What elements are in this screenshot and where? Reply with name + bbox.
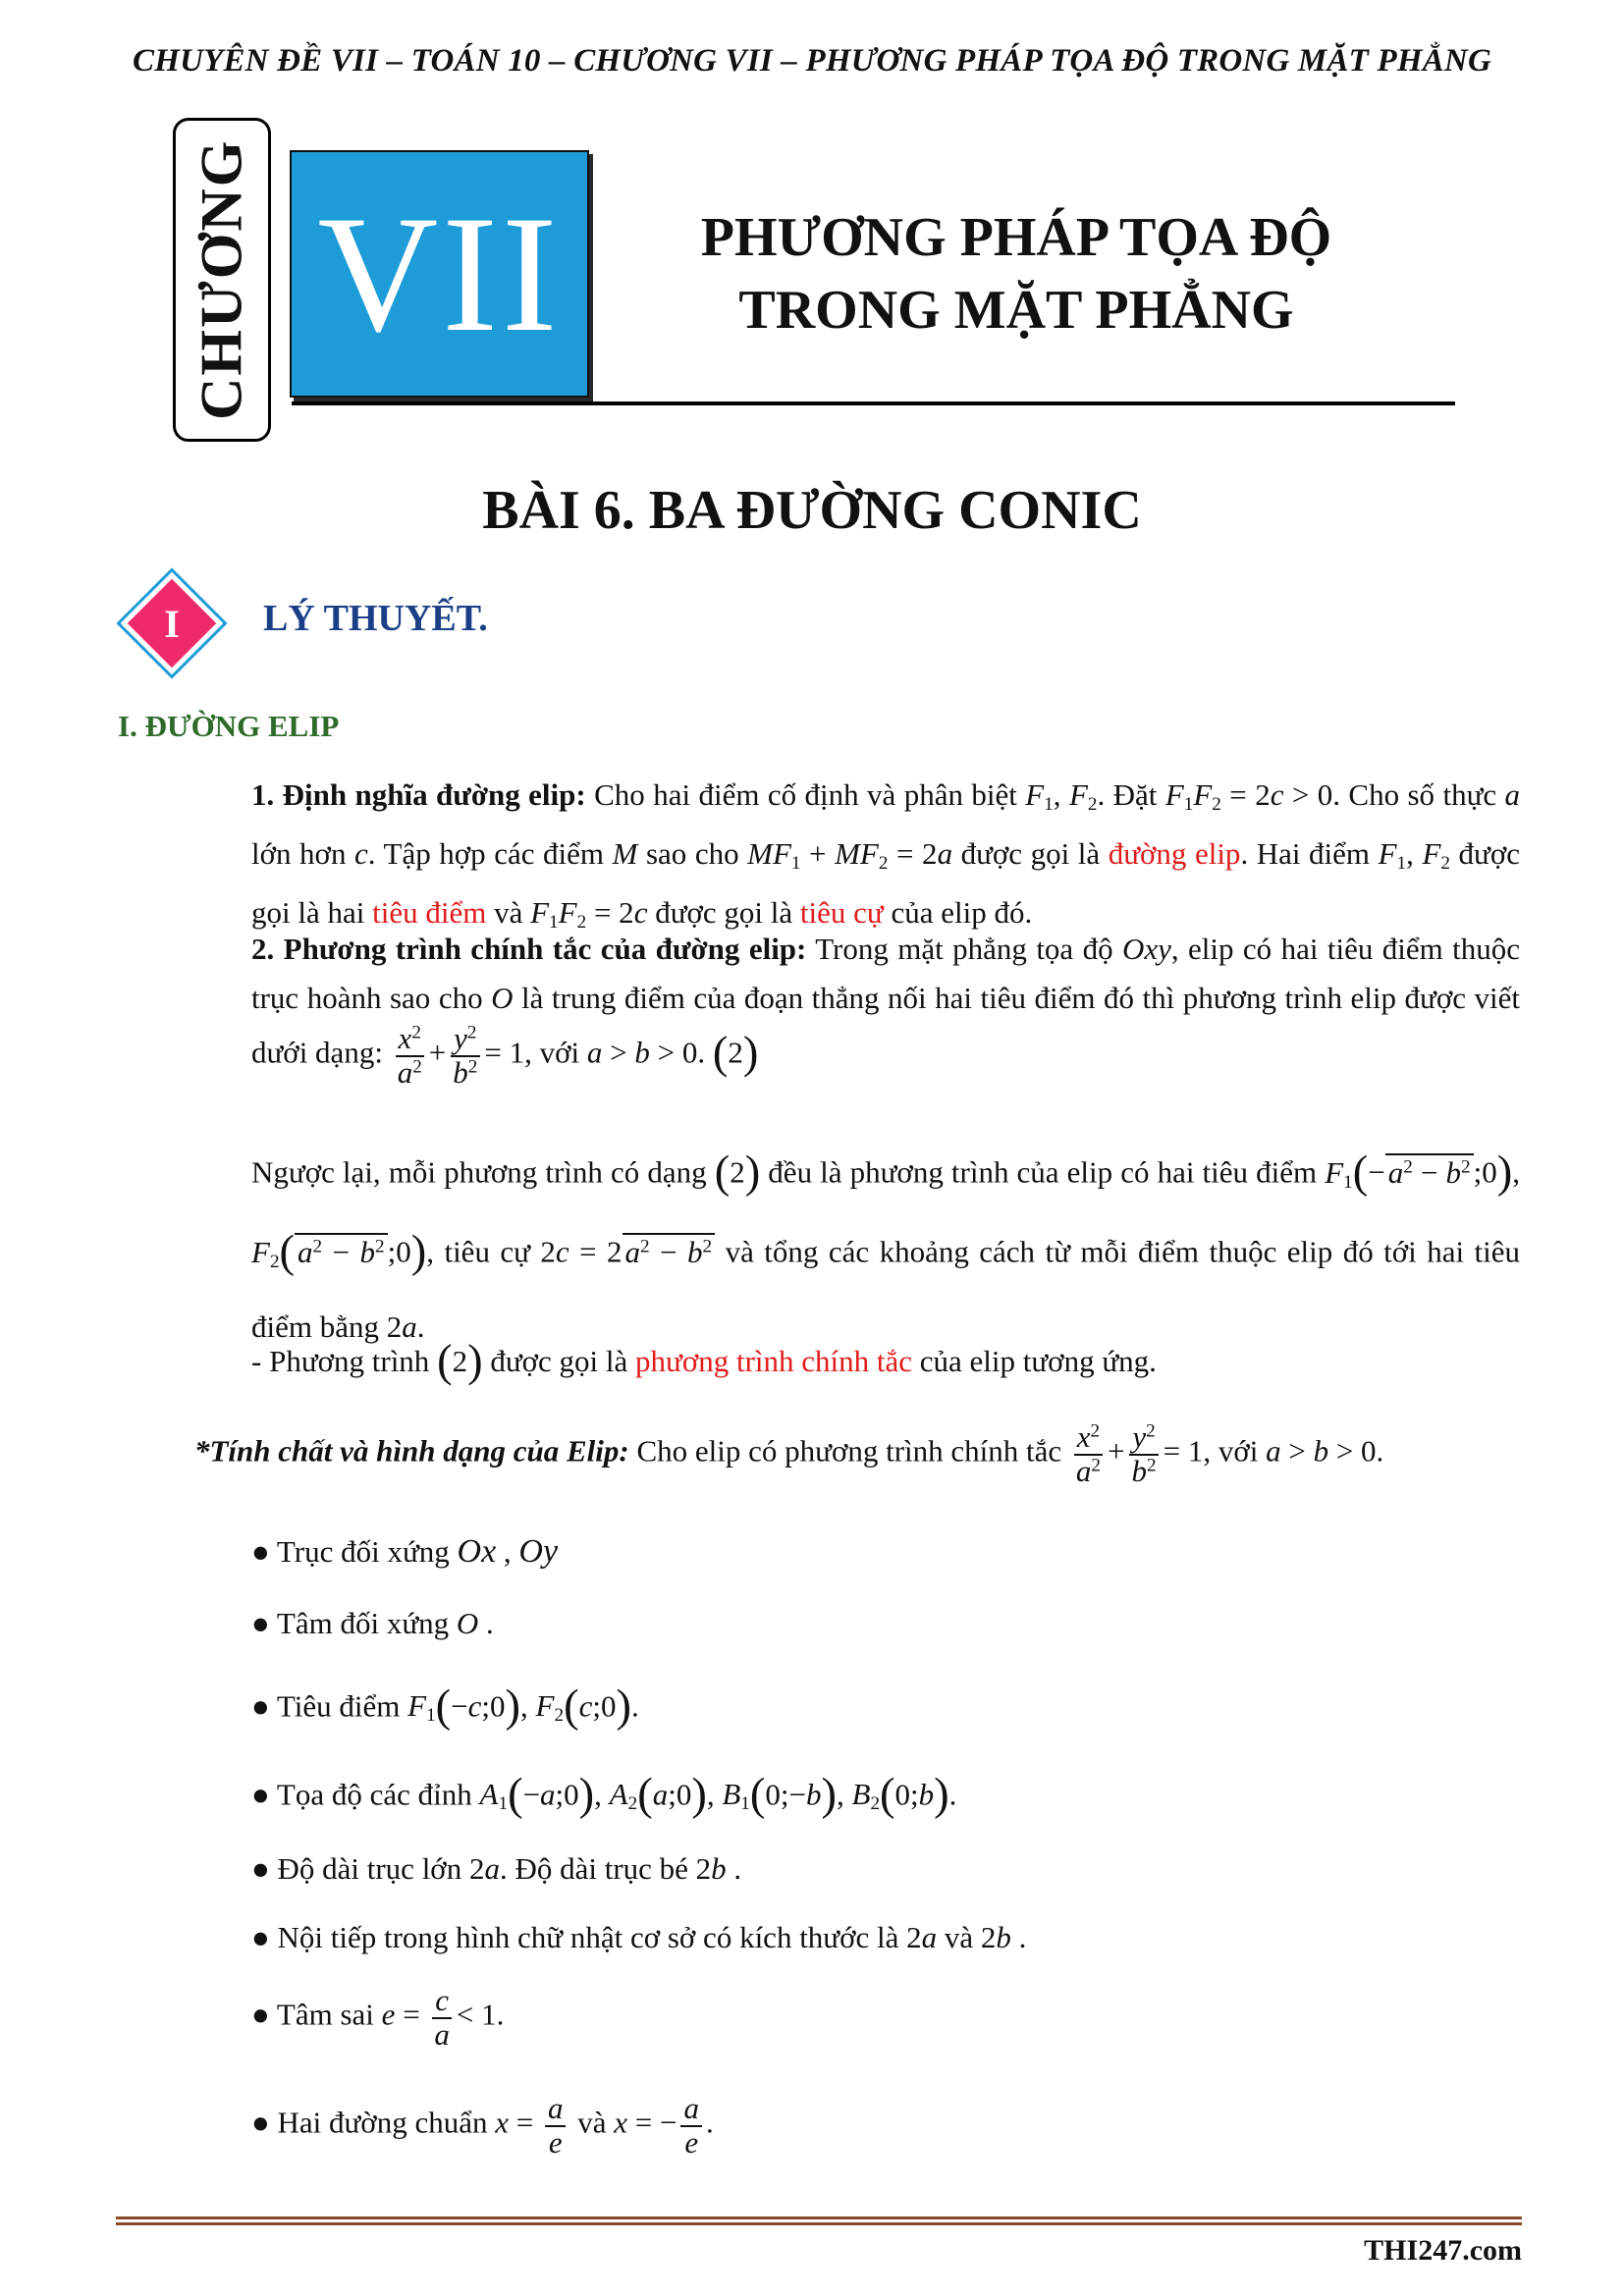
- definition-heading: 1. Định nghĩa đường elip:: [251, 777, 586, 812]
- property-item-center: ● Tâm đối xứng O .: [251, 1606, 494, 1640]
- equation-text: , elip có hai tiêu điểm thuộc trục hoành sao cho: [251, 932, 1520, 1015]
- canonical-text: của elip tương ứng.: [912, 1344, 1157, 1378]
- footer-rule: [116, 2222, 1522, 2225]
- chapter-title: [628, 201, 1404, 347]
- property-item-axes-length: ● Độ dài trục lớn 2a. Độ dài trục bé 2b .: [251, 1851, 742, 1886]
- definition-text: lớn hơn: [251, 835, 354, 871]
- term-ellipse: đường elip: [1108, 835, 1241, 871]
- property-item-eccentricity: ● Tâm sai e = $\frac{c}{a}$ < 1.: [251, 1983, 505, 2052]
- definition-paragraph: 1. Định nghĩa đường elip: Cho hai điểm cố định và phân biệt $F_1$, $F_2$. Đặt $F_1F_2 = 2c > 0$. Cho số thực a lớn hơn c. Tập hợp các điểm M sao cho $MF_1 + MF_2 = 2a$ được gọi là đường elip. Hai điểm $F_1$, $F_2$ được gọi là hai tiêu điểm và $F_1F_2 = 2c$ được gọi là tiêu cự của elip đó.: [251, 777, 1521, 933]
- property-item-basic-rectangle: ● Nội tiếp trong hình chữ nhật cơ sở có kích thước là 2a và 2b .: [251, 1920, 1027, 1954]
- converse-text: , tiêu cự: [426, 1234, 541, 1269]
- fraction-a-e: $\frac{a}{e}$: [545, 2093, 567, 2159]
- equation-heading: 2. Phương trình chính tắc của đường elip:: [251, 932, 807, 966]
- section-numeral: I: [164, 601, 180, 646]
- converse-paragraph: Ngược lại, mỗi phương trình có dạng (2) đều là phương trình của elip có hai tiêu điểm $F_1(-a^2$ − $b^2;0$), $F_2(a^2$ − $b^2;0$), tiêu cự $2c = 2a^2 - b^2$ và tổng các khoảng cách từ mỗi điểm thuộc elip đó tới hai tiêu điểm bằng 2a.: [251, 1148, 1521, 1344]
- properties-heading-line: *Tính chất và hình dạng của Elip: Cho elip có phương trình chính tắc $\frac{x^2}{a^2}$ + $\frac{y^2}{b^2}$ = 1, với a > b > 0.: [194, 1419, 1384, 1488]
- chapter-number-box: [290, 150, 589, 398]
- properties-heading: *Tính chất và hình dạng của Elip:: [194, 1433, 629, 1468]
- fraction-c-a: $\frac{c}{a}$: [431, 1985, 453, 2051]
- property-item-vertices: ● Tọa độ các đỉnh $A_1(-a;0)$, $A_2(a;0)$, $B_1(0;-b)$, $B_2(0;b)$.: [251, 1770, 957, 1820]
- chapter-title-line-1: PHƯƠNG PHÁP TỌA ĐỘ: [700, 207, 1332, 268]
- fraction-x2-a2: $\frac{x^2}{a^2}$: [395, 1023, 425, 1089]
- canonical-text: - Phương trình: [251, 1344, 438, 1378]
- definition-text: Cho hai điểm cố định và phân biệt: [585, 777, 1026, 812]
- converse-text: và tổng các khoảng cách từ mỗi điểm thuộc elip đó tới hai tiêu điểm bằng: [251, 1234, 1521, 1344]
- term-focal-distance: tiêu cự: [799, 894, 884, 930]
- subsection-title: I. ĐƯỜNG ELIP: [118, 709, 340, 743]
- fraction-y2-b2: $\frac{y^2}{b^2}$: [1128, 1421, 1159, 1487]
- term-foci: tiêu điểm: [372, 894, 487, 930]
- equation-text: , với: [524, 1035, 587, 1070]
- lesson-title: BÀI 6. BA ĐƯỜNG CONIC: [482, 480, 1142, 541]
- definition-text: được gọi là hai: [251, 835, 1521, 930]
- definition-text: . Cho số thực: [1332, 777, 1505, 812]
- fraction-a-e: $\frac{a}{e}$: [680, 2093, 702, 2159]
- chapter-title-line-2: TRONG MẶT PHẲNG: [738, 280, 1294, 341]
- converse-text: Ngược lại, mỗi phương trình có dạng: [251, 1154, 715, 1190]
- properties-text: Cho elip có phương trình chính tắc: [628, 1433, 1069, 1468]
- footer-site: THI247.com: [1364, 2234, 1522, 2267]
- equation-paragraph: 2. Phương trình chính tắc của đường elip: Trong mặt phẳng tọa độ Oxy, elip có hai tiêu điểm thuộc trục hoành sao cho O là trung điểm của đoạn thẳng nối hai tiêu điểm đó thì phương trình elip được viết dưới dạng: $\frac{x^2}{a^2}$ + $\frac{y^2}{b^2}$ = 1, với a > b > 0. (2): [251, 932, 1520, 1090]
- canonical-note: - Phương trình (2) được gọi là phương trình chính tắc của elip tương ứng.: [251, 1336, 1157, 1387]
- chapter-label: CHƯƠNG: [189, 138, 254, 421]
- definition-text: của elip đó.: [883, 894, 1033, 930]
- property-item-foci: ● Tiêu điểm $F_1(-c;0)$, $F_2(c;0)$.: [251, 1682, 639, 1732]
- chapter-rule: [292, 401, 1455, 405]
- definition-text: . Hai điểm: [1240, 835, 1379, 871]
- equation-text: là trung điểm của đoạn thẳng nối hai tiêu điểm đó thì phương trình elip được viết dưới dạng:: [251, 981, 1520, 1070]
- section-title: LÝ THUYẾT.: [263, 598, 488, 639]
- properties-text: , với: [1203, 1433, 1267, 1468]
- definition-text: . Tập hợp các điểm: [367, 835, 613, 871]
- converse-text: đều là phương trình của elip có hai tiêu điểm: [760, 1154, 1326, 1190]
- property-item-directrices: ● Hai đường chuẩn x = $\frac{a}{e}$ và x = − $\frac{a}{e}$ .: [251, 2091, 714, 2160]
- definition-text: được gọi là: [952, 835, 1109, 871]
- chapter-number: VII: [317, 182, 562, 366]
- fraction-x2-a2: $\frac{x^2}{a^2}$: [1073, 1421, 1104, 1487]
- property-item-symmetry-axes: ● Trục đối xứng Ox , Oy: [251, 1533, 559, 1570]
- footer-rule: [116, 2216, 1522, 2219]
- definition-text: được gọi là: [647, 894, 800, 930]
- term-canonical: phương trình chính tắc: [635, 1344, 913, 1378]
- fraction-y2-b2: $\frac{y^2}{b^2}$: [450, 1023, 480, 1089]
- definition-text: sao cho: [637, 835, 748, 871]
- equation-text: Trong mặt phẳng tọa độ: [806, 932, 1122, 966]
- canonical-text: được gọi là: [482, 1344, 636, 1378]
- definition-text: . Đặt: [1097, 777, 1165, 812]
- definition-text: và: [486, 894, 531, 930]
- running-header: CHUYÊN ĐỀ VII – TOÁN 10 – CHƯƠNG VII – PHƯƠNG PHÁP TỌA ĐỘ TRONG MẶT PHẲNG: [132, 43, 1491, 79]
